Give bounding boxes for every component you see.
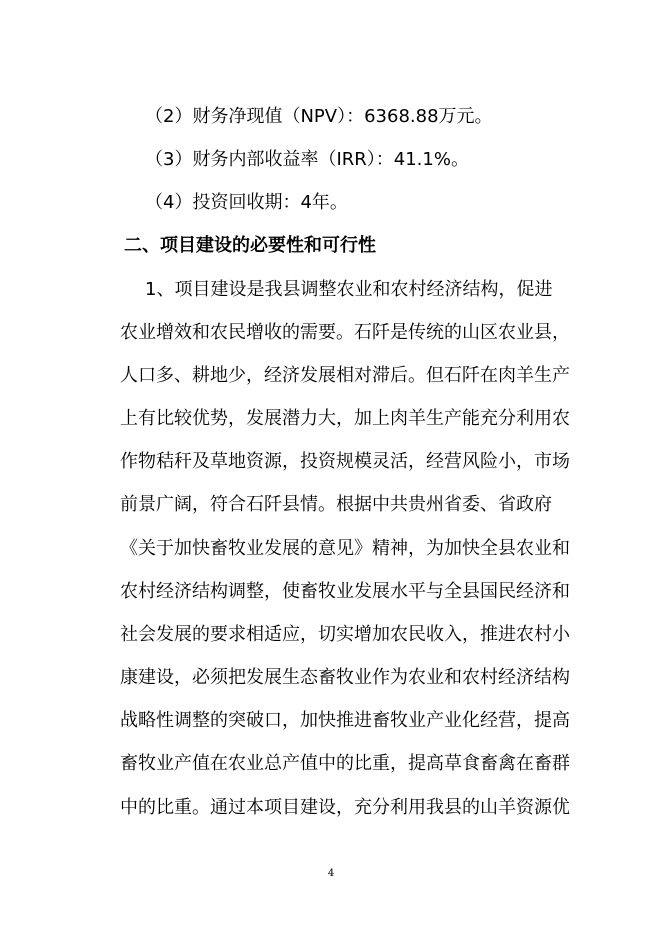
paragraph-line: 畜牧业产值在农业总产值中的比重，提高草食畜禽在畜群 bbox=[120, 753, 570, 774]
paragraph-line: 前景广阔，符合石阡县情。根据中共贵州省委、省政府 bbox=[120, 494, 552, 515]
paragraph-line: 作物秸秆及草地资源，投资规模灵活，经营风险小，市场 bbox=[120, 451, 570, 472]
paragraph-line: 《关于加快畜牧业发展的意见》精神，为加快全县农业和 bbox=[120, 538, 570, 559]
irr-item: （3）财务内部收益率（IRR）：41.1%。 bbox=[145, 149, 469, 170]
paragraph-line: 上有比较优势，发展潜力大，加上肉羊生产能充分利用农 bbox=[120, 408, 570, 429]
paragraph-line: 康建设，必须把发展生态畜牧业作为农业和农村经济结构 bbox=[120, 667, 570, 688]
page-number: 4 bbox=[327, 868, 335, 879]
paragraph-line: 中的比重。通过本项目建设，充分利用我县的山羊资源优 bbox=[120, 797, 570, 818]
section-heading: 二、项目建设的必要性和可行性 bbox=[124, 235, 376, 256]
paragraph-line: 战略性调整的突破口，加快推进畜牧业产业化经营，提高 bbox=[120, 710, 570, 731]
paragraph-line: 农村经济结构调整，使畜牧业发展水平与全县国民经济和 bbox=[120, 581, 570, 602]
npv-item: （2）财务净现值（NPV）：6368.88万元。 bbox=[145, 106, 493, 127]
paragraph-line: 农业增效和农民增收的需要。石阡是传统的山区农业县， bbox=[120, 322, 570, 343]
paragraph-line: 人口多、耕地少，经济发展相对滞后。但石阡在肉羊生产 bbox=[120, 365, 570, 386]
paragraph-line: 社会发展的要求相适应，切实增加农民收入，推进农村小 bbox=[120, 624, 570, 645]
paragraph-line: 1、项目建设是我县调整农业和农村经济结构，促进 bbox=[145, 279, 553, 300]
payback-item: （4）投资回收期：4年。 bbox=[145, 192, 348, 213]
